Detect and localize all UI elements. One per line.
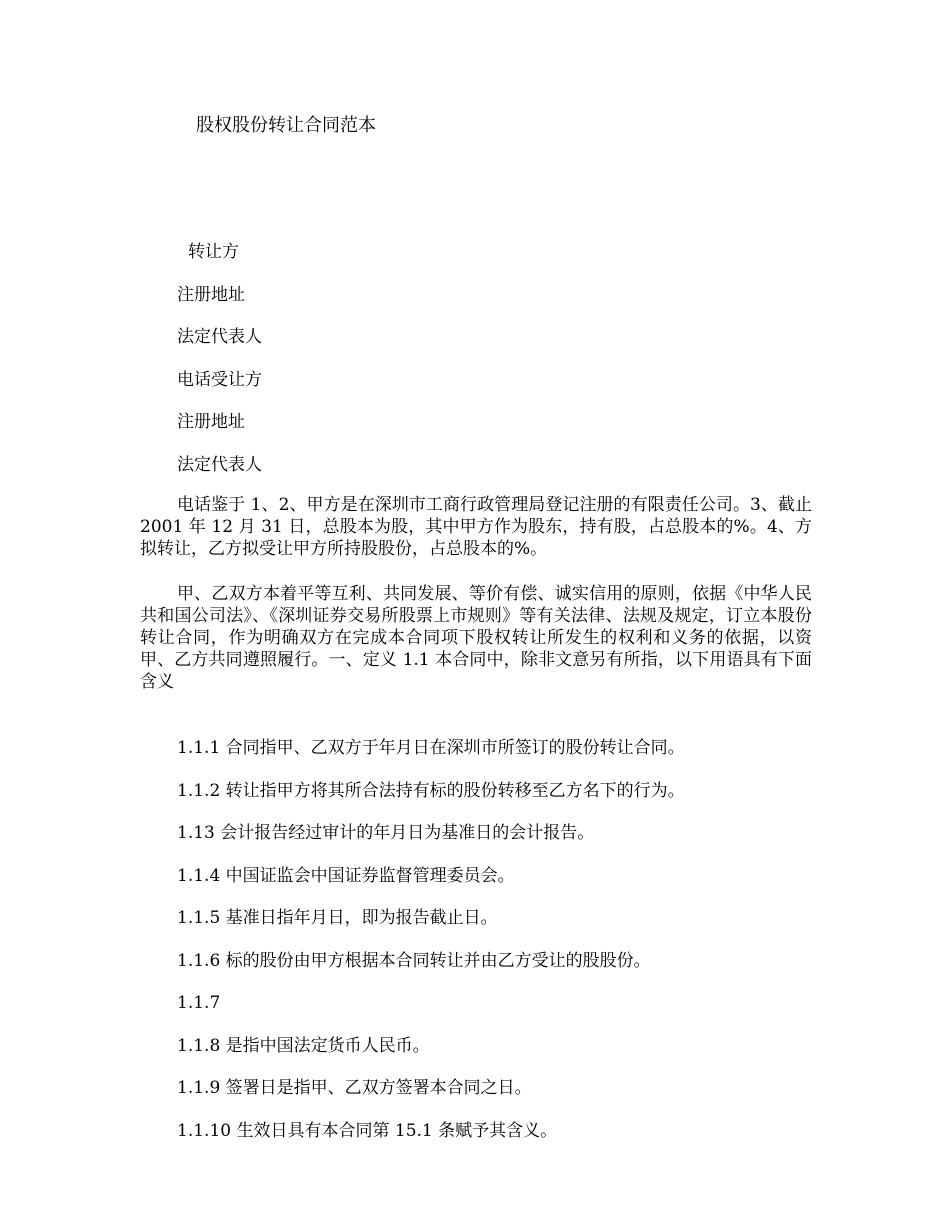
definition-item: 1.1.7: [177, 993, 221, 1013]
definition-item: 1.1.4 中国证监会中国证券监督管理委员会。: [177, 866, 515, 886]
definition-item: 1.1.9 签署日是指甲、乙双方签署本合同之日。: [177, 1078, 532, 1098]
definition-item: 1.1.2 转让指甲方将其所合法持有标的股份转移至乙方名下的行为。: [177, 781, 685, 801]
party-line-phone-transferee: 电话受让方: [177, 370, 262, 390]
definition-item: 1.1.1 合同指甲、乙双方于年月日在深圳市所签订的股份转让合同。: [177, 738, 685, 758]
party-line-registered-address: 注册地址: [177, 285, 245, 305]
definition-item: 1.1.6 标的股份由甲方根据本合同转让并由乙方受让的股股份。: [177, 951, 651, 971]
document-title: 股权股份转让合同范本: [196, 115, 376, 136]
party-line-registered-address-2: 注册地址: [177, 412, 245, 432]
definition-item: 1.1.5 基准日指年月日，即为报告截止日。: [177, 908, 498, 928]
paragraph-principles: 甲、乙双方本着平等互利、共同发展、等价有偿、诚实信用的原则，依据《中华人民共和国公司法》、《深圳证券交易所股票上市规则》等有关法律、法规及规定，订立本股份转让合同，作为明确双方在完成本合同项下股权转让所发生的权利和义务的依据，以资甲、乙方共同遵照履行。一、定义 1.1 本合同中，除非文意另有所指，以下用语具有下面含义: [140, 584, 812, 692]
definition-item: 1.13 会计报告经过审计的年月日为基准日的会计报告。: [177, 823, 595, 843]
party-line-legal-representative: 法定代表人: [177, 327, 262, 347]
definition-item: 1.1.8 是指中国法定货币人民币。: [177, 1036, 430, 1056]
definition-item: 1.1.10 生效日具有本合同第 15.1 条赋予其含义。: [177, 1121, 558, 1141]
party-line-transferor: 转让方: [188, 242, 239, 262]
paragraph-recitals: 电话鉴于 1、2、甲方是在深圳市工商行政管理局登记注册的有限责任公司。3、截止 2001 年 12 月 31 日，总股本为股，其中甲方作为股东，持有股，占总股本的%。4、方拟转让，乙方拟受让甲方所持股股份，占总股本的%。: [140, 495, 812, 559]
party-line-legal-representative-2: 法定代表人: [177, 455, 262, 475]
